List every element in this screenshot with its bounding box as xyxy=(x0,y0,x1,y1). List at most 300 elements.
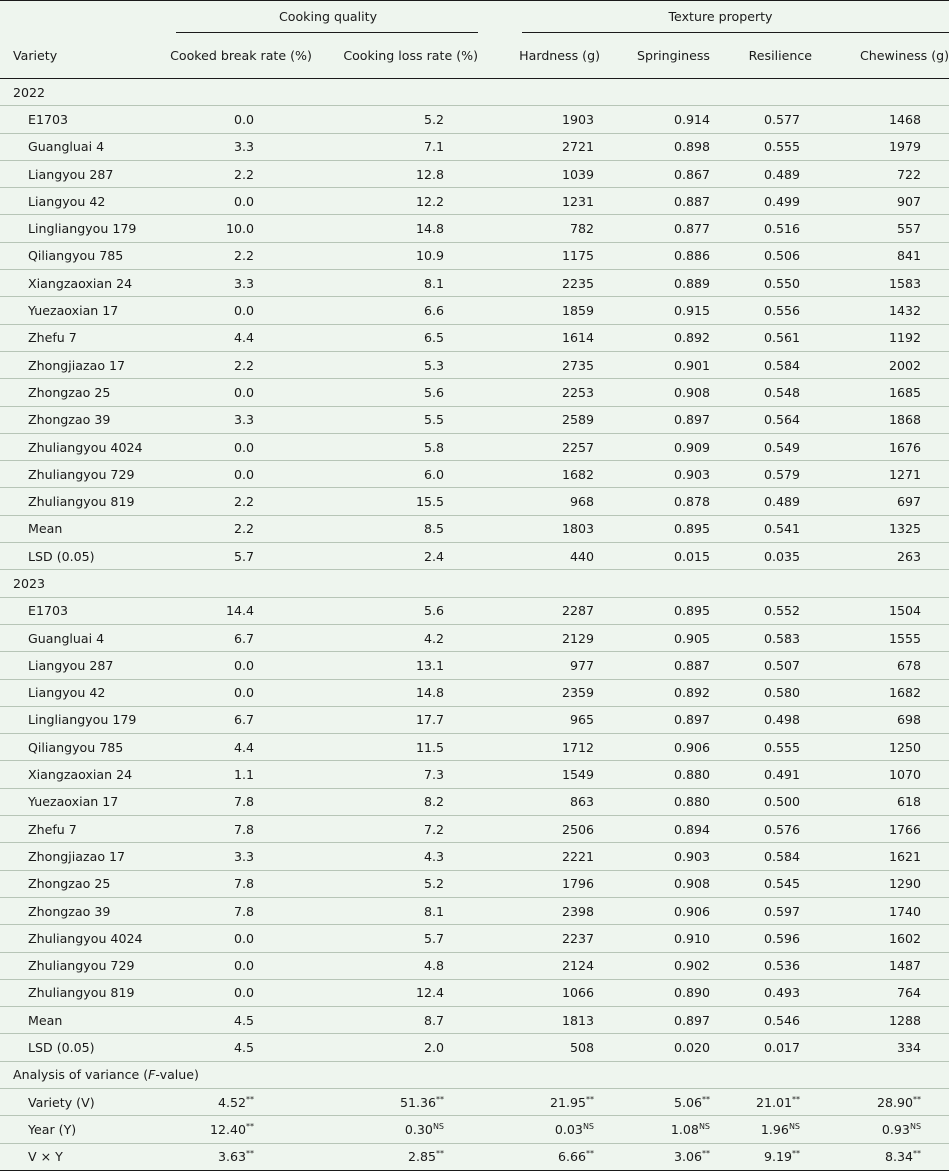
group-underline-texture xyxy=(522,32,949,33)
significance-mark: ** xyxy=(246,1094,254,1104)
cooked-break-rate-cell: 4.5 xyxy=(164,1007,318,1034)
header-blank xyxy=(0,1,164,33)
chewiness-cell: 1325 xyxy=(838,515,949,542)
variety-cell: Mean xyxy=(0,1007,164,1034)
chewiness-cell: 1685 xyxy=(838,379,949,406)
significance-mark: NS xyxy=(582,1121,594,1131)
springiness-cell: 0.903 xyxy=(622,461,732,488)
cooked-break-rate-cell: 6.7 xyxy=(164,624,318,651)
resilience-cell: 0.550 xyxy=(732,270,838,297)
hardness-cell: 1903 xyxy=(492,106,622,133)
f-value: 51.36 xyxy=(399,1094,436,1110)
significance-mark: NS xyxy=(788,1121,800,1131)
header-resilience: Resilience xyxy=(732,33,838,79)
variety-cell: Liangyou 287 xyxy=(0,652,164,679)
anova-title xyxy=(0,1061,949,1088)
cooked-break-rate-cell: 0.0 xyxy=(164,297,318,324)
variety-cell: LSD (0.05) xyxy=(0,1034,164,1061)
table-row xyxy=(0,160,949,187)
header-group-row xyxy=(0,1,949,33)
anova-source-cell: Year (Y) xyxy=(0,1116,164,1143)
springiness-fvalue-cell xyxy=(622,1116,732,1143)
cooking-loss-rate-cell: 6.5 xyxy=(318,324,492,351)
cooked-break-rate-cell: 2.2 xyxy=(164,160,318,187)
variety-cell: E1703 xyxy=(0,106,164,133)
table-row xyxy=(0,843,949,870)
significance-mark: NS xyxy=(432,1121,444,1131)
cooking-loss-rate-cell: 12.8 xyxy=(318,160,492,187)
cooking-loss-rate-fvalue-cell xyxy=(318,1143,492,1170)
chewiness-cell: 1250 xyxy=(838,734,949,761)
springiness-cell: 0.878 xyxy=(622,488,732,515)
f-value: 5.06 xyxy=(673,1094,702,1110)
chewiness-cell: 1766 xyxy=(838,816,949,843)
chewiness-cell: 1192 xyxy=(838,324,949,351)
hardness-cell: 2287 xyxy=(492,597,622,624)
significance-mark: ** xyxy=(702,1094,710,1104)
cooked-break-rate-cell: 0.0 xyxy=(164,188,318,215)
significance-mark: ** xyxy=(436,1149,444,1159)
variety-cell: Qiliangyou 785 xyxy=(0,242,164,269)
cooked-break-rate-cell: 0.0 xyxy=(164,106,318,133)
springiness-cell: 0.889 xyxy=(622,270,732,297)
anova-section-row xyxy=(0,1061,949,1088)
hardness-cell: 1813 xyxy=(492,1007,622,1034)
header-springiness: Springiness xyxy=(622,33,732,79)
table-row xyxy=(0,1007,949,1034)
cooked-break-rate-fvalue-cell xyxy=(164,1088,318,1115)
anova-row xyxy=(0,1088,949,1115)
cooking-loss-rate-cell: 7.1 xyxy=(318,133,492,160)
chewiness-cell: 263 xyxy=(838,543,949,570)
year-label: 2022 xyxy=(0,79,949,106)
springiness-cell: 0.906 xyxy=(622,897,732,924)
cooking-loss-rate-cell: 8.7 xyxy=(318,1007,492,1034)
cooking-loss-rate-cell: 5.6 xyxy=(318,597,492,624)
year-section-row xyxy=(0,570,949,597)
springiness-cell: 0.898 xyxy=(622,133,732,160)
variety-cell: Zhuliangyou 4024 xyxy=(0,433,164,460)
variety-cell: Zhuliangyou 729 xyxy=(0,461,164,488)
significance-mark: ** xyxy=(913,1149,922,1159)
header-group-texture: Texture property xyxy=(492,1,949,33)
resilience-cell: 0.507 xyxy=(732,652,838,679)
resilience-cell: 0.491 xyxy=(732,761,838,788)
cooked-break-rate-cell: 2.2 xyxy=(164,351,318,378)
hardness-cell: 1175 xyxy=(492,242,622,269)
resilience-cell: 0.541 xyxy=(732,515,838,542)
hardness-cell: 2589 xyxy=(492,406,622,433)
variety-cell: LSD (0.05) xyxy=(0,543,164,570)
hardness-cell: 1614 xyxy=(492,324,622,351)
hardness-cell: 863 xyxy=(492,788,622,815)
year-label: 2023 xyxy=(0,570,949,597)
table-row xyxy=(0,788,949,815)
resilience-cell: 0.580 xyxy=(732,679,838,706)
variety-cell: Mean xyxy=(0,515,164,542)
table-row xyxy=(0,433,949,460)
variety-cell: Zhefu 7 xyxy=(0,324,164,351)
table-row xyxy=(0,543,949,570)
header-variety: Variety xyxy=(0,33,164,79)
cooking-loss-rate-cell: 4.2 xyxy=(318,624,492,651)
resilience-fvalue-cell xyxy=(732,1088,838,1115)
f-value: 9.19 xyxy=(763,1149,792,1165)
cooking-loss-rate-fvalue-cell xyxy=(318,1116,492,1143)
chewiness-cell: 1868 xyxy=(838,406,949,433)
cooking-loss-rate-cell: 4.8 xyxy=(318,952,492,979)
hardness-cell: 1712 xyxy=(492,734,622,761)
springiness-cell: 0.909 xyxy=(622,433,732,460)
resilience-cell: 0.552 xyxy=(732,597,838,624)
hardness-cell: 2359 xyxy=(492,679,622,706)
cooking-loss-rate-cell: 15.5 xyxy=(318,488,492,515)
f-value: 2.85 xyxy=(407,1149,436,1165)
resilience-cell: 0.498 xyxy=(732,706,838,733)
chewiness-cell: 2002 xyxy=(838,351,949,378)
resilience-cell: 0.555 xyxy=(732,133,838,160)
hardness-fvalue-cell xyxy=(492,1143,622,1170)
cooking-loss-rate-cell: 6.0 xyxy=(318,461,492,488)
resilience-cell: 0.500 xyxy=(732,788,838,815)
cooked-break-rate-cell: 10.0 xyxy=(164,215,318,242)
springiness-cell: 0.880 xyxy=(622,788,732,815)
variety-cell: Zhuliangyou 4024 xyxy=(0,925,164,952)
springiness-cell: 0.905 xyxy=(622,624,732,651)
chewiness-fvalue-cell xyxy=(838,1088,949,1115)
hardness-cell: 2721 xyxy=(492,133,622,160)
resilience-cell: 0.548 xyxy=(732,379,838,406)
cooked-break-rate-cell: 2.2 xyxy=(164,515,318,542)
resilience-fvalue-cell xyxy=(732,1116,838,1143)
cooked-break-rate-cell: 2.2 xyxy=(164,488,318,515)
resilience-cell: 0.596 xyxy=(732,925,838,952)
springiness-fvalue-cell xyxy=(622,1143,732,1170)
table-row xyxy=(0,297,949,324)
chewiness-cell: 1602 xyxy=(838,925,949,952)
table-row xyxy=(0,734,949,761)
f-value: 6.66 xyxy=(557,1149,586,1165)
variety-cell: Zhongzao 39 xyxy=(0,897,164,924)
springiness-cell: 0.892 xyxy=(622,324,732,351)
cooking-loss-rate-cell: 8.1 xyxy=(318,270,492,297)
cooked-break-rate-cell: 0.0 xyxy=(164,679,318,706)
cooking-loss-rate-cell: 7.3 xyxy=(318,761,492,788)
table-row xyxy=(0,351,949,378)
resilience-cell: 0.584 xyxy=(732,351,838,378)
table-row xyxy=(0,952,949,979)
table-row xyxy=(0,1034,949,1061)
hardness-cell: 977 xyxy=(492,652,622,679)
table-row xyxy=(0,515,949,542)
variety-cell: Lingliangyou 179 xyxy=(0,215,164,242)
chewiness-cell: 1979 xyxy=(838,133,949,160)
table-row xyxy=(0,133,949,160)
chewiness-cell: 907 xyxy=(838,188,949,215)
f-value: 0.30 xyxy=(404,1121,433,1137)
resilience-cell: 0.556 xyxy=(732,297,838,324)
springiness-cell: 0.880 xyxy=(622,761,732,788)
significance-mark: NS xyxy=(909,1121,922,1131)
variety-cell: Yuezaoxian 17 xyxy=(0,788,164,815)
hardness-fvalue-cell xyxy=(492,1116,622,1143)
resilience-cell: 0.561 xyxy=(732,324,838,351)
variety-cell: Zhongjiazao 17 xyxy=(0,351,164,378)
resilience-cell: 0.579 xyxy=(732,461,838,488)
header-cooking-loss-rate: Cooking loss rate (%) xyxy=(318,33,492,79)
cooking-loss-rate-fvalue-cell xyxy=(318,1088,492,1115)
chewiness-cell: 697 xyxy=(838,488,949,515)
anova-source-cell: V × Y xyxy=(0,1143,164,1170)
variety-cell: Yuezaoxian 17 xyxy=(0,297,164,324)
cooking-loss-rate-cell: 12.2 xyxy=(318,188,492,215)
variety-cell: Zhongjiazao 17 xyxy=(0,843,164,870)
cooked-break-rate-cell: 6.7 xyxy=(164,706,318,733)
cooking-loss-rate-cell: 5.3 xyxy=(318,351,492,378)
chewiness-cell: 1468 xyxy=(838,106,949,133)
header-group-cooking: Cooking quality xyxy=(164,1,492,33)
table-row xyxy=(0,488,949,515)
chewiness-fvalue-cell xyxy=(838,1116,949,1143)
anova-title-italic: F xyxy=(148,1067,156,1083)
cooking-loss-rate-cell: 5.6 xyxy=(318,379,492,406)
hardness-cell: 1549 xyxy=(492,761,622,788)
cooked-break-rate-cell: 3.3 xyxy=(164,133,318,160)
resilience-cell: 0.546 xyxy=(732,1007,838,1034)
f-value: 1.08 xyxy=(670,1121,699,1137)
cooked-break-rate-cell: 5.7 xyxy=(164,543,318,570)
springiness-cell: 0.892 xyxy=(622,679,732,706)
table-row xyxy=(0,324,949,351)
variety-cell: Liangyou 42 xyxy=(0,188,164,215)
cooking-loss-rate-cell: 8.2 xyxy=(318,788,492,815)
header-cooked-break-rate: Cooked break rate (%) xyxy=(164,33,318,79)
f-value: 21.01 xyxy=(755,1094,792,1110)
chewiness-fvalue-cell xyxy=(838,1143,949,1170)
cooked-break-rate-cell: 3.3 xyxy=(164,843,318,870)
hardness-cell: 440 xyxy=(492,543,622,570)
hardness-cell: 2129 xyxy=(492,624,622,651)
hardness-cell: 968 xyxy=(492,488,622,515)
chewiness-cell: 1555 xyxy=(838,624,949,651)
resilience-cell: 0.017 xyxy=(732,1034,838,1061)
hardness-cell: 1682 xyxy=(492,461,622,488)
chewiness-cell: 1740 xyxy=(838,897,949,924)
chewiness-cell: 841 xyxy=(838,242,949,269)
f-value: 8.34 xyxy=(884,1149,914,1165)
cooking-loss-rate-cell: 6.6 xyxy=(318,297,492,324)
springiness-cell: 0.903 xyxy=(622,843,732,870)
variety-cell: Liangyou 287 xyxy=(0,160,164,187)
hardness-cell: 2235 xyxy=(492,270,622,297)
chewiness-cell: 1621 xyxy=(838,843,949,870)
hardness-cell: 1859 xyxy=(492,297,622,324)
f-value: 0.03 xyxy=(554,1121,583,1137)
table-row xyxy=(0,761,949,788)
chewiness-cell: 1288 xyxy=(838,1007,949,1034)
hardness-cell: 2253 xyxy=(492,379,622,406)
variety-cell: Zhefu 7 xyxy=(0,816,164,843)
significance-mark: ** xyxy=(586,1149,594,1159)
hardness-cell: 2506 xyxy=(492,816,622,843)
chewiness-cell: 1271 xyxy=(838,461,949,488)
resilience-cell: 0.506 xyxy=(732,242,838,269)
cooking-loss-rate-cell: 14.8 xyxy=(318,679,492,706)
chewiness-cell: 1290 xyxy=(838,870,949,897)
cooked-break-rate-cell: 4.5 xyxy=(164,1034,318,1061)
significance-mark: ** xyxy=(246,1121,254,1131)
f-value: 0.93 xyxy=(881,1121,910,1137)
table-row xyxy=(0,270,949,297)
f-value: 21.95 xyxy=(549,1094,586,1110)
chewiness-cell: 1504 xyxy=(838,597,949,624)
cooking-loss-rate-cell: 5.2 xyxy=(318,870,492,897)
anova-row xyxy=(0,1116,949,1143)
variety-cell: E1703 xyxy=(0,597,164,624)
year-section-row xyxy=(0,79,949,106)
cooking-loss-rate-cell: 10.9 xyxy=(318,242,492,269)
variety-cell: Xiangzaoxian 24 xyxy=(0,270,164,297)
springiness-cell: 0.895 xyxy=(622,597,732,624)
significance-mark: ** xyxy=(246,1149,254,1159)
cooked-break-rate-cell: 0.0 xyxy=(164,652,318,679)
table-row xyxy=(0,624,949,651)
cooking-loss-rate-cell: 14.8 xyxy=(318,215,492,242)
variety-cell: Guangluai 4 xyxy=(0,133,164,160)
table-row xyxy=(0,597,949,624)
cooking-loss-rate-cell: 2.0 xyxy=(318,1034,492,1061)
table-row xyxy=(0,652,949,679)
table-row xyxy=(0,106,949,133)
cooked-break-rate-cell: 3.3 xyxy=(164,270,318,297)
cooked-break-rate-cell: 3.3 xyxy=(164,406,318,433)
hardness-cell: 508 xyxy=(492,1034,622,1061)
chewiness-cell: 1487 xyxy=(838,952,949,979)
resilience-cell: 0.583 xyxy=(732,624,838,651)
hardness-cell: 2221 xyxy=(492,843,622,870)
variety-cell: Zhongzao 39 xyxy=(0,406,164,433)
springiness-cell: 0.910 xyxy=(622,925,732,952)
cooked-break-rate-cell: 14.4 xyxy=(164,597,318,624)
variety-cell: Zhuliangyou 819 xyxy=(0,979,164,1006)
hardness-cell: 2735 xyxy=(492,351,622,378)
springiness-cell: 0.902 xyxy=(622,952,732,979)
resilience-cell: 0.035 xyxy=(732,543,838,570)
springiness-cell: 0.897 xyxy=(622,1007,732,1034)
chewiness-cell: 1583 xyxy=(838,270,949,297)
hardness-cell: 1039 xyxy=(492,160,622,187)
resilience-cell: 0.555 xyxy=(732,734,838,761)
chewiness-cell: 557 xyxy=(838,215,949,242)
springiness-fvalue-cell xyxy=(622,1088,732,1115)
resilience-cell: 0.545 xyxy=(732,870,838,897)
variety-cell: Guangluai 4 xyxy=(0,624,164,651)
chewiness-cell: 1682 xyxy=(838,679,949,706)
variety-cell: Liangyou 42 xyxy=(0,679,164,706)
cooked-break-rate-cell: 0.0 xyxy=(164,925,318,952)
anova-title-suffix: -value) xyxy=(155,1067,199,1083)
hardness-cell: 2124 xyxy=(492,952,622,979)
cooking-loss-rate-cell: 17.7 xyxy=(318,706,492,733)
hardness-cell: 1803 xyxy=(492,515,622,542)
anova-row xyxy=(0,1143,949,1170)
variety-cell: Zhuliangyou 819 xyxy=(0,488,164,515)
cooking-loss-rate-cell: 5.7 xyxy=(318,925,492,952)
resilience-cell: 0.576 xyxy=(732,816,838,843)
table-row xyxy=(0,461,949,488)
hardness-cell: 1066 xyxy=(492,979,622,1006)
f-value: 3.63 xyxy=(217,1149,246,1165)
cooking-loss-rate-cell: 13.1 xyxy=(318,652,492,679)
table-row xyxy=(0,379,949,406)
springiness-cell: 0.906 xyxy=(622,734,732,761)
hardness-cell: 2257 xyxy=(492,433,622,460)
springiness-cell: 0.897 xyxy=(622,406,732,433)
cooked-break-rate-cell: 4.4 xyxy=(164,324,318,351)
cooked-break-rate-cell: 0.0 xyxy=(164,979,318,1006)
cooked-break-rate-cell: 0.0 xyxy=(164,461,318,488)
resilience-fvalue-cell xyxy=(732,1143,838,1170)
cooking-loss-rate-cell: 4.3 xyxy=(318,843,492,870)
chewiness-cell: 678 xyxy=(838,652,949,679)
table-row xyxy=(0,679,949,706)
springiness-cell: 0.915 xyxy=(622,297,732,324)
significance-mark: NS xyxy=(698,1121,710,1131)
cooked-break-rate-cell: 7.8 xyxy=(164,816,318,843)
springiness-cell: 0.887 xyxy=(622,188,732,215)
cooking-loss-rate-cell: 8.1 xyxy=(318,897,492,924)
cooking-loss-rate-cell: 2.4 xyxy=(318,543,492,570)
springiness-cell: 0.877 xyxy=(622,215,732,242)
cooking-loss-rate-cell: 5.2 xyxy=(318,106,492,133)
hardness-fvalue-cell xyxy=(492,1088,622,1115)
cooked-break-rate-cell: 0.0 xyxy=(164,379,318,406)
cooked-break-rate-cell: 0.0 xyxy=(164,952,318,979)
variety-cell: Lingliangyou 179 xyxy=(0,706,164,733)
springiness-cell: 0.897 xyxy=(622,706,732,733)
springiness-cell: 0.886 xyxy=(622,242,732,269)
table-row xyxy=(0,979,949,1006)
resilience-cell: 0.499 xyxy=(732,188,838,215)
variety-cell: Zhuliangyou 729 xyxy=(0,952,164,979)
springiness-cell: 0.867 xyxy=(622,160,732,187)
header-hardness: Hardness (g) xyxy=(492,33,622,79)
f-value: 4.52 xyxy=(217,1094,246,1110)
springiness-cell: 0.890 xyxy=(622,979,732,1006)
hardness-cell: 782 xyxy=(492,215,622,242)
hardness-cell: 965 xyxy=(492,706,622,733)
group-underline-cooking xyxy=(176,32,478,33)
chewiness-cell: 618 xyxy=(838,788,949,815)
cooked-break-rate-fvalue-cell xyxy=(164,1143,318,1170)
resilience-cell: 0.564 xyxy=(732,406,838,433)
f-value: 28.90 xyxy=(876,1094,914,1110)
hardness-cell: 1231 xyxy=(492,188,622,215)
anova-title-prefix: Analysis of variance ( xyxy=(13,1067,149,1083)
table-body xyxy=(0,79,949,1171)
header-chewiness: Chewiness (g) xyxy=(838,33,949,79)
cooking-loss-rate-cell: 12.4 xyxy=(318,979,492,1006)
springiness-cell: 0.894 xyxy=(622,816,732,843)
table-row xyxy=(0,897,949,924)
resilience-cell: 0.577 xyxy=(732,106,838,133)
springiness-cell: 0.887 xyxy=(622,652,732,679)
springiness-cell: 0.901 xyxy=(622,351,732,378)
chewiness-cell: 1432 xyxy=(838,297,949,324)
cooked-break-rate-cell: 7.8 xyxy=(164,788,318,815)
resilience-cell: 0.549 xyxy=(732,433,838,460)
variety-cell: Zhongzao 25 xyxy=(0,379,164,406)
